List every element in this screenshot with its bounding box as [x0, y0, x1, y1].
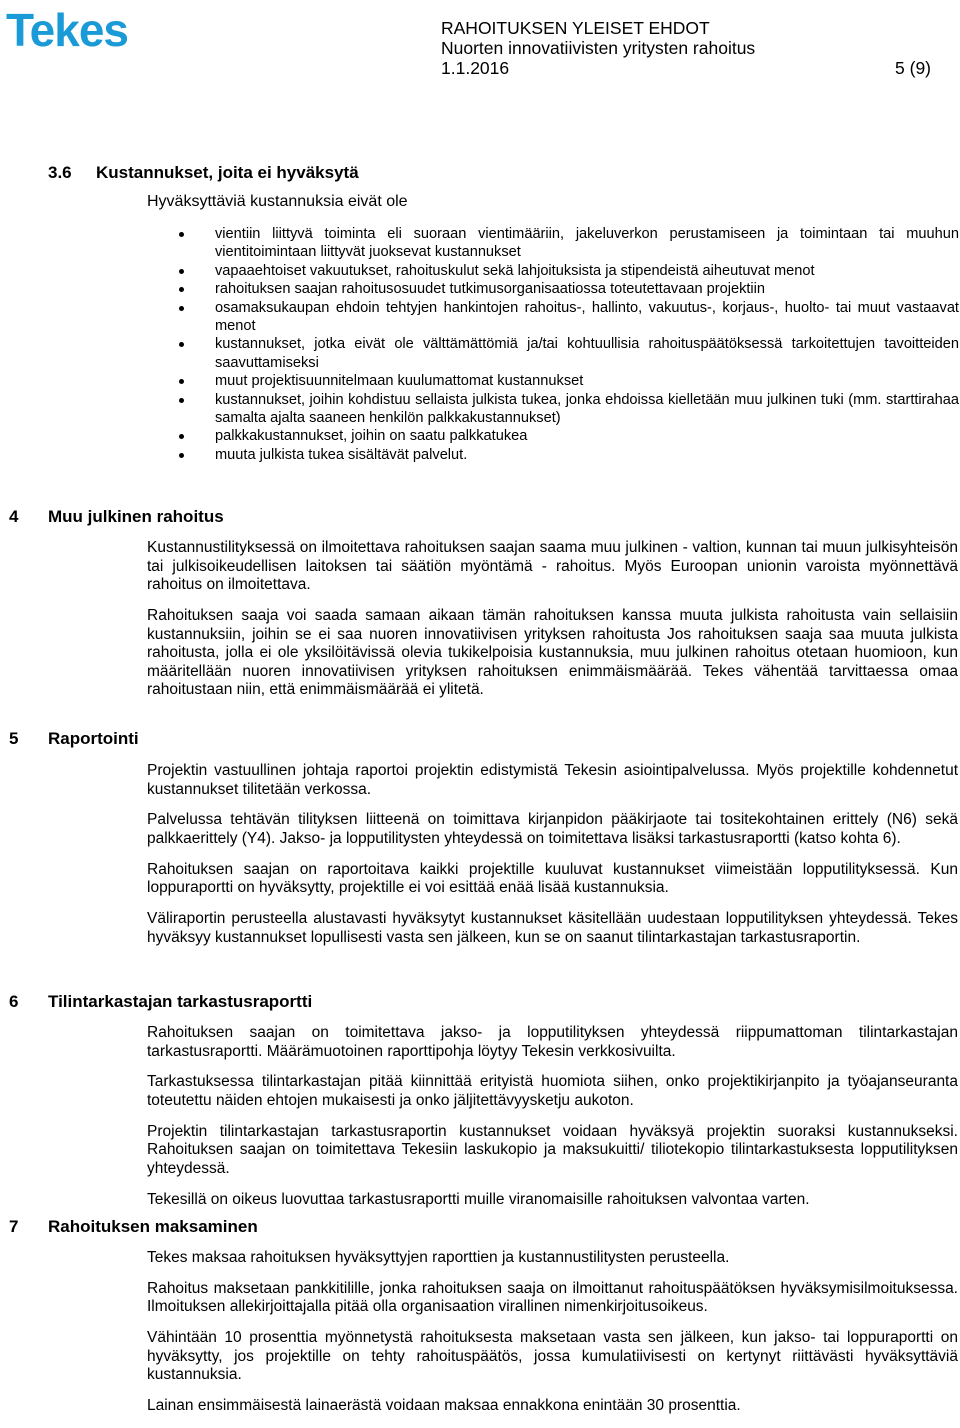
list-item: kustannukset, joihin kohdistuu sellaista julkista tukea, jonka ehdoissa kielletään muu julkinen tuki (mm. starttirahaa samalta ajalta saaneen henkilön palkkakustannukset): [179, 391, 959, 428]
paragraph: Rahoituksen saajan on toimitettava jakso- ja lopputilityksen yhteydessä riippumattoman tilintarkastajan tarkastusraportti. Määrämuotoinen raporttipohja löytyy Tekesin verkkosivuilta.: [147, 1024, 958, 1060]
svg-text:Tekes: Tekes: [6, 6, 129, 52]
section-5-body: [147, 762, 958, 960]
document-date: 1.1.2016: [441, 58, 510, 78]
section-6-heading: 6 Tilintarkastajan tarkastusraportti: [9, 992, 313, 1011]
paragraph: Rahoituksen saajan on raportoitava kaikki projektille kuuluvat kustannukset viimeistään lopputilityksessä. Kun loppuraportti on hyväksytty, projektille ei voi esittää enää lisää kustannuksia.: [147, 860, 958, 897]
list-item: muuta julkista tukea sisältävät palvelut.: [179, 446, 959, 464]
paragraph: Kustannustilityksessä on ilmoitettava rahoituksen saajan saama muu julkinen - valtion, kunnan tai muun julkisyhteisön tai julkisoikeudellisen laitoksen tai säätiön myöntämä - rahoitus. Myös Euroopan unionin varoista myönnettävä rahoitus on ilmoitettava.: [147, 539, 958, 594]
list-item: osamaksukaupan ehdoin tehtyjen hankintojen rahoitus-, hallinto, vakuutus-, korjaus-, huolto- tai muut vastaavat menot: [179, 299, 959, 336]
paragraph: Vähintään 10 prosenttia myönnetystä rahoituksesta maksetaan vasta sen jälkeen, kun jakso- tai loppuraportti on hyväksytty, jos projektille on tehty rahoituspäätös, jossa kumulatiivisesti on kertynyt riittävästi hyväksyttäviä kustannuksia.: [147, 1329, 958, 1384]
non-eligible-costs-list: [179, 225, 959, 464]
paragraph: Tekes maksaa rahoituksen hyväksyttyjen raporttien ja kustannustilitysten perusteella.: [147, 1249, 730, 1266]
section-4-body: [147, 539, 958, 712]
section-6-body: [147, 1024, 958, 1222]
paragraph: Rahoitus maksetaan pankkitilille, jonka rahoituksen saaja on ilmoittanut rahoituspäätöksen hyväksymisilmoituksessa. Ilmoituksen allekirjoittajalla pitää olla organisaation virallinen nimenkirjoitusoikeus.: [147, 1279, 958, 1316]
page-number: 5 (9): [895, 58, 931, 78]
section-3-6-intro: Hyväksyttäviä kustannuksia eivät ole: [147, 193, 408, 210]
paragraph: Projektin tilintarkastajan tarkastusraportin kustannukset voidaan hyväksyä projektin suoraksi kustannukseksi. Rahoituksen saajan on toimitettava Tekesiin laskukopio ja maksukuitti/ tiliotekopio tilintarkastuksesta lopputilityksen yhteydessä.: [147, 1122, 958, 1177]
section-4-heading: 4 Muu julkinen rahoitus: [9, 507, 224, 526]
paragraph: Lainan ensimmäisestä lainaerästä voidaan maksaa ennakkona enintään 30 prosenttia.: [147, 1397, 741, 1415]
list-item: palkkakustannukset, joihin on saatu palkkatukea: [179, 427, 959, 445]
section-3-6-heading: 3.6 Kustannukset, joita ei hyväksytä: [48, 163, 359, 182]
list-item: vapaaehtoiset vakuutukset, rahoituskulut sekä lahjoituksista ja stipendeistä aiheutuvat menot: [179, 262, 959, 280]
paragraph: Tekesillä on oikeus luovuttaa tarkastusraportti muille viranomaisille rahoituksen valvontaa varten.: [147, 1190, 810, 1208]
section-5-heading: 5 Raportointi: [9, 729, 139, 748]
section-7-body: [147, 1249, 958, 1428]
document-title: RAHOITUKSEN YLEISET EHDOT: [441, 18, 710, 38]
paragraph: Projektin vastuullinen johtaja raportoi projektin edistymistä Tekesin asiointipalvelussa. Myös projektille kohdennetut kustannukset tilitetään verkossa.: [147, 762, 958, 798]
list-item: vientiin liittyvä toiminta eli suoraan vientimääriin, jakeluverkon perustamiseen ja toimintaan tai muuhun vientitoimintaan liittyvät juoksevat kustannukset: [179, 225, 959, 262]
list-item: kustannukset, jotka eivät ole välttämättömiä ja/tai kohtuullisia rahoituspäätöksessä tarkoitettujen tavoitteiden saavuttamiseksi: [179, 335, 959, 372]
paragraph: Palvelussa tehtävän tilityksen liitteenä on toimittava kirjanpidon pääkirjaote tai tositekohtainen erittely (N6) sekä palkkaerittely (Y4). Jakso- ja lopputilitysten yhteydessä on toimitettava lisäksi tarkastusraportti (katso kohta 6).: [147, 811, 958, 847]
list-item: muut projektisuunnitelmaan kuulumattomat kustannukset: [179, 372, 959, 390]
tekes-logo: [6, 6, 158, 52]
paragraph: Väliraportin perusteella alustavasti hyväksytyt kustannukset käsitellään uudestaan lopputilityksen yhteydessä. Tekes hyväksyy kustannukset lopullisesti vasta sen jälkeen, kun se on saanut tilintarkastajan tarkastusraportin.: [147, 910, 958, 946]
document-subtitle: Nuorten innovatiivisten yritysten rahoitus: [441, 38, 756, 58]
paragraph: Tarkastuksessa tilintarkastajan pitää kiinnittää erityistä huomiota siihen, onko projektikirjanpito ja työajanseuranta toteutettu näiden ehtojen mukaisesti ja onko jäljitettävyysketju aukoton.: [147, 1073, 958, 1109]
document-header: [441, 18, 931, 78]
paragraph: Rahoituksen saaja voi saada samaan aikaan tämän rahoituksen kanssa muuta julkista rahoitusta vain sellaisiin kustannuksiin, joihin se ei saa nuoren innovatiivisen yrityksen rahoitusta Jos rahoituksen saaja saa muuta julkista rahoitusta, jolla ei ole yksilöitävissä olevia tukikelpoisia kustannuksia, muu julkinen rahoitus otetaan huomioon, kun määritellään nuoren innovatiivisen yrityksen rahoituksen enimmäismäärää. Tekes vähentää tarvittaessa omaa rahoitustaan niin, että enimmäismäärää ei ylitetä.: [147, 606, 958, 699]
list-item: rahoituksen saajan rahoitusosuudet tutkimusorganisaatiossa toteutettavaan projektiin: [179, 280, 959, 298]
section-7-heading: 7 Rahoituksen maksaminen: [9, 1217, 258, 1236]
